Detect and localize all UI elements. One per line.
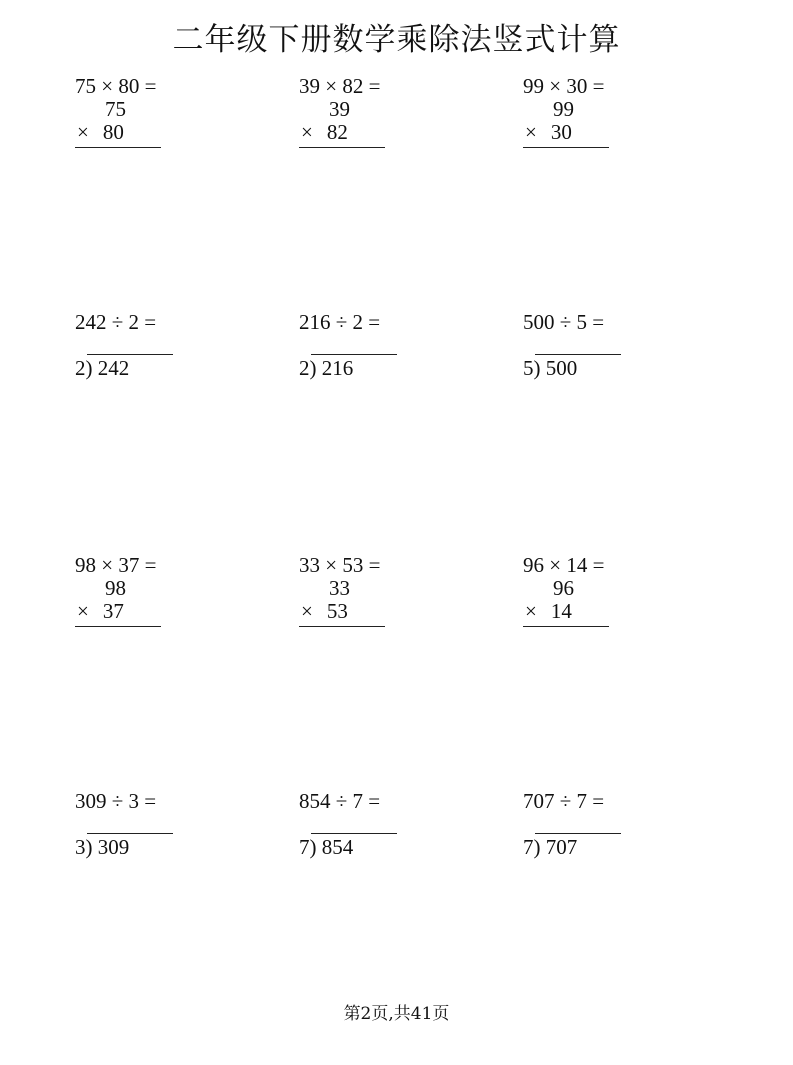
mul-multiplier: 80 [102,120,124,144]
mul-multiplicand: 39 [329,97,350,121]
quotient-rule [87,354,173,355]
mul-multiplier: 30 [550,120,572,144]
div-inner-dividend: 500 [545,356,578,380]
div-problem [523,789,605,859]
mul-multiplicand: 98 [105,576,126,600]
mul-multiplier: 53 [326,599,348,623]
div-inner-dividend: 309 [97,835,130,859]
div-operator: ÷ 7 [559,789,588,813]
div-inner-dividend: 242 [97,356,130,380]
mul-multiplicand: 75 [105,97,126,121]
long-division [75,836,129,859]
mul-expression: 33 × 53 = [299,553,381,577]
mul-multiplier-line [77,600,124,623]
div-inner-dividend: 216 [321,356,354,380]
mul-expression: 96 × 14 = [523,553,605,577]
div-equals: = [592,310,605,334]
div-operator: ÷ 3 [111,789,140,813]
mul-multiplier-line [77,121,124,144]
mul-multiplicand: 96 [553,576,574,600]
mul-expression: 99 × 30 = [523,74,605,98]
mul-expression: 98 × 37 = [75,553,157,577]
div-problem [299,789,381,859]
quotient-rule [311,354,397,355]
times-sign: × [301,599,313,623]
mul-expression: 75 × 80 = [75,74,157,98]
div-equals: = [144,310,157,334]
times-sign: × [301,120,313,144]
div-equals: = [368,310,381,334]
quotient-rule [535,833,621,834]
mul-multiplier-line [301,121,348,144]
long-division [523,836,577,859]
divisor: 2) [299,356,317,380]
answer-rule [299,626,385,627]
answer-rule [299,147,385,148]
div-problem [75,310,157,380]
mul-multiplier: 14 [550,599,572,623]
div-inner-dividend: 854 [321,835,354,859]
answer-rule [523,626,609,627]
div-dividend: 216 [299,310,331,334]
div-dividend: 309 [75,789,107,813]
long-division [75,357,129,380]
div-problem [523,310,605,380]
div-problem [75,789,157,859]
mul-multiplier-line [525,121,572,144]
div-dividend: 854 [299,789,331,813]
divisor: 2) [75,356,93,380]
page-footer: 第2页,共41页 [343,1004,450,1024]
div-operator: ÷ 7 [335,789,364,813]
page-title: 二年级下册数学乘除法竖式计算 [172,22,621,58]
answer-rule [75,147,161,148]
divisor: 7) [299,835,317,859]
mul-multiplier: 82 [326,120,348,144]
quotient-rule [311,833,397,834]
div-dividend: 707 [523,789,555,813]
long-division [299,357,353,380]
div-inner-dividend: 707 [545,835,578,859]
mul-expression: 39 × 82 = [299,74,381,98]
times-sign: × [525,599,537,623]
div-dividend: 500 [523,310,555,334]
mul-multiplier-line [525,600,572,623]
div-operator: ÷ 2 [111,310,140,334]
mul-multiplier: 37 [102,599,124,623]
divisor: 7) [523,835,541,859]
quotient-rule [535,354,621,355]
div-equals: = [368,789,381,813]
divisor: 3) [75,835,93,859]
div-operator: ÷ 5 [559,310,588,334]
div-equals: = [144,789,157,813]
div-operator: ÷ 2 [335,310,364,334]
long-division [299,836,353,859]
mul-multiplicand: 33 [329,576,350,600]
div-problem [299,310,381,380]
times-sign: × [77,599,89,623]
times-sign: × [525,120,537,144]
div-dividend: 242 [75,310,107,334]
mul-multiplier-line [301,600,348,623]
answer-rule [75,626,161,627]
times-sign: × [77,120,89,144]
answer-rule [523,147,609,148]
divisor: 5) [523,356,541,380]
long-division [523,357,577,380]
mul-multiplicand: 99 [553,97,574,121]
div-equals: = [592,789,605,813]
quotient-rule [87,833,173,834]
